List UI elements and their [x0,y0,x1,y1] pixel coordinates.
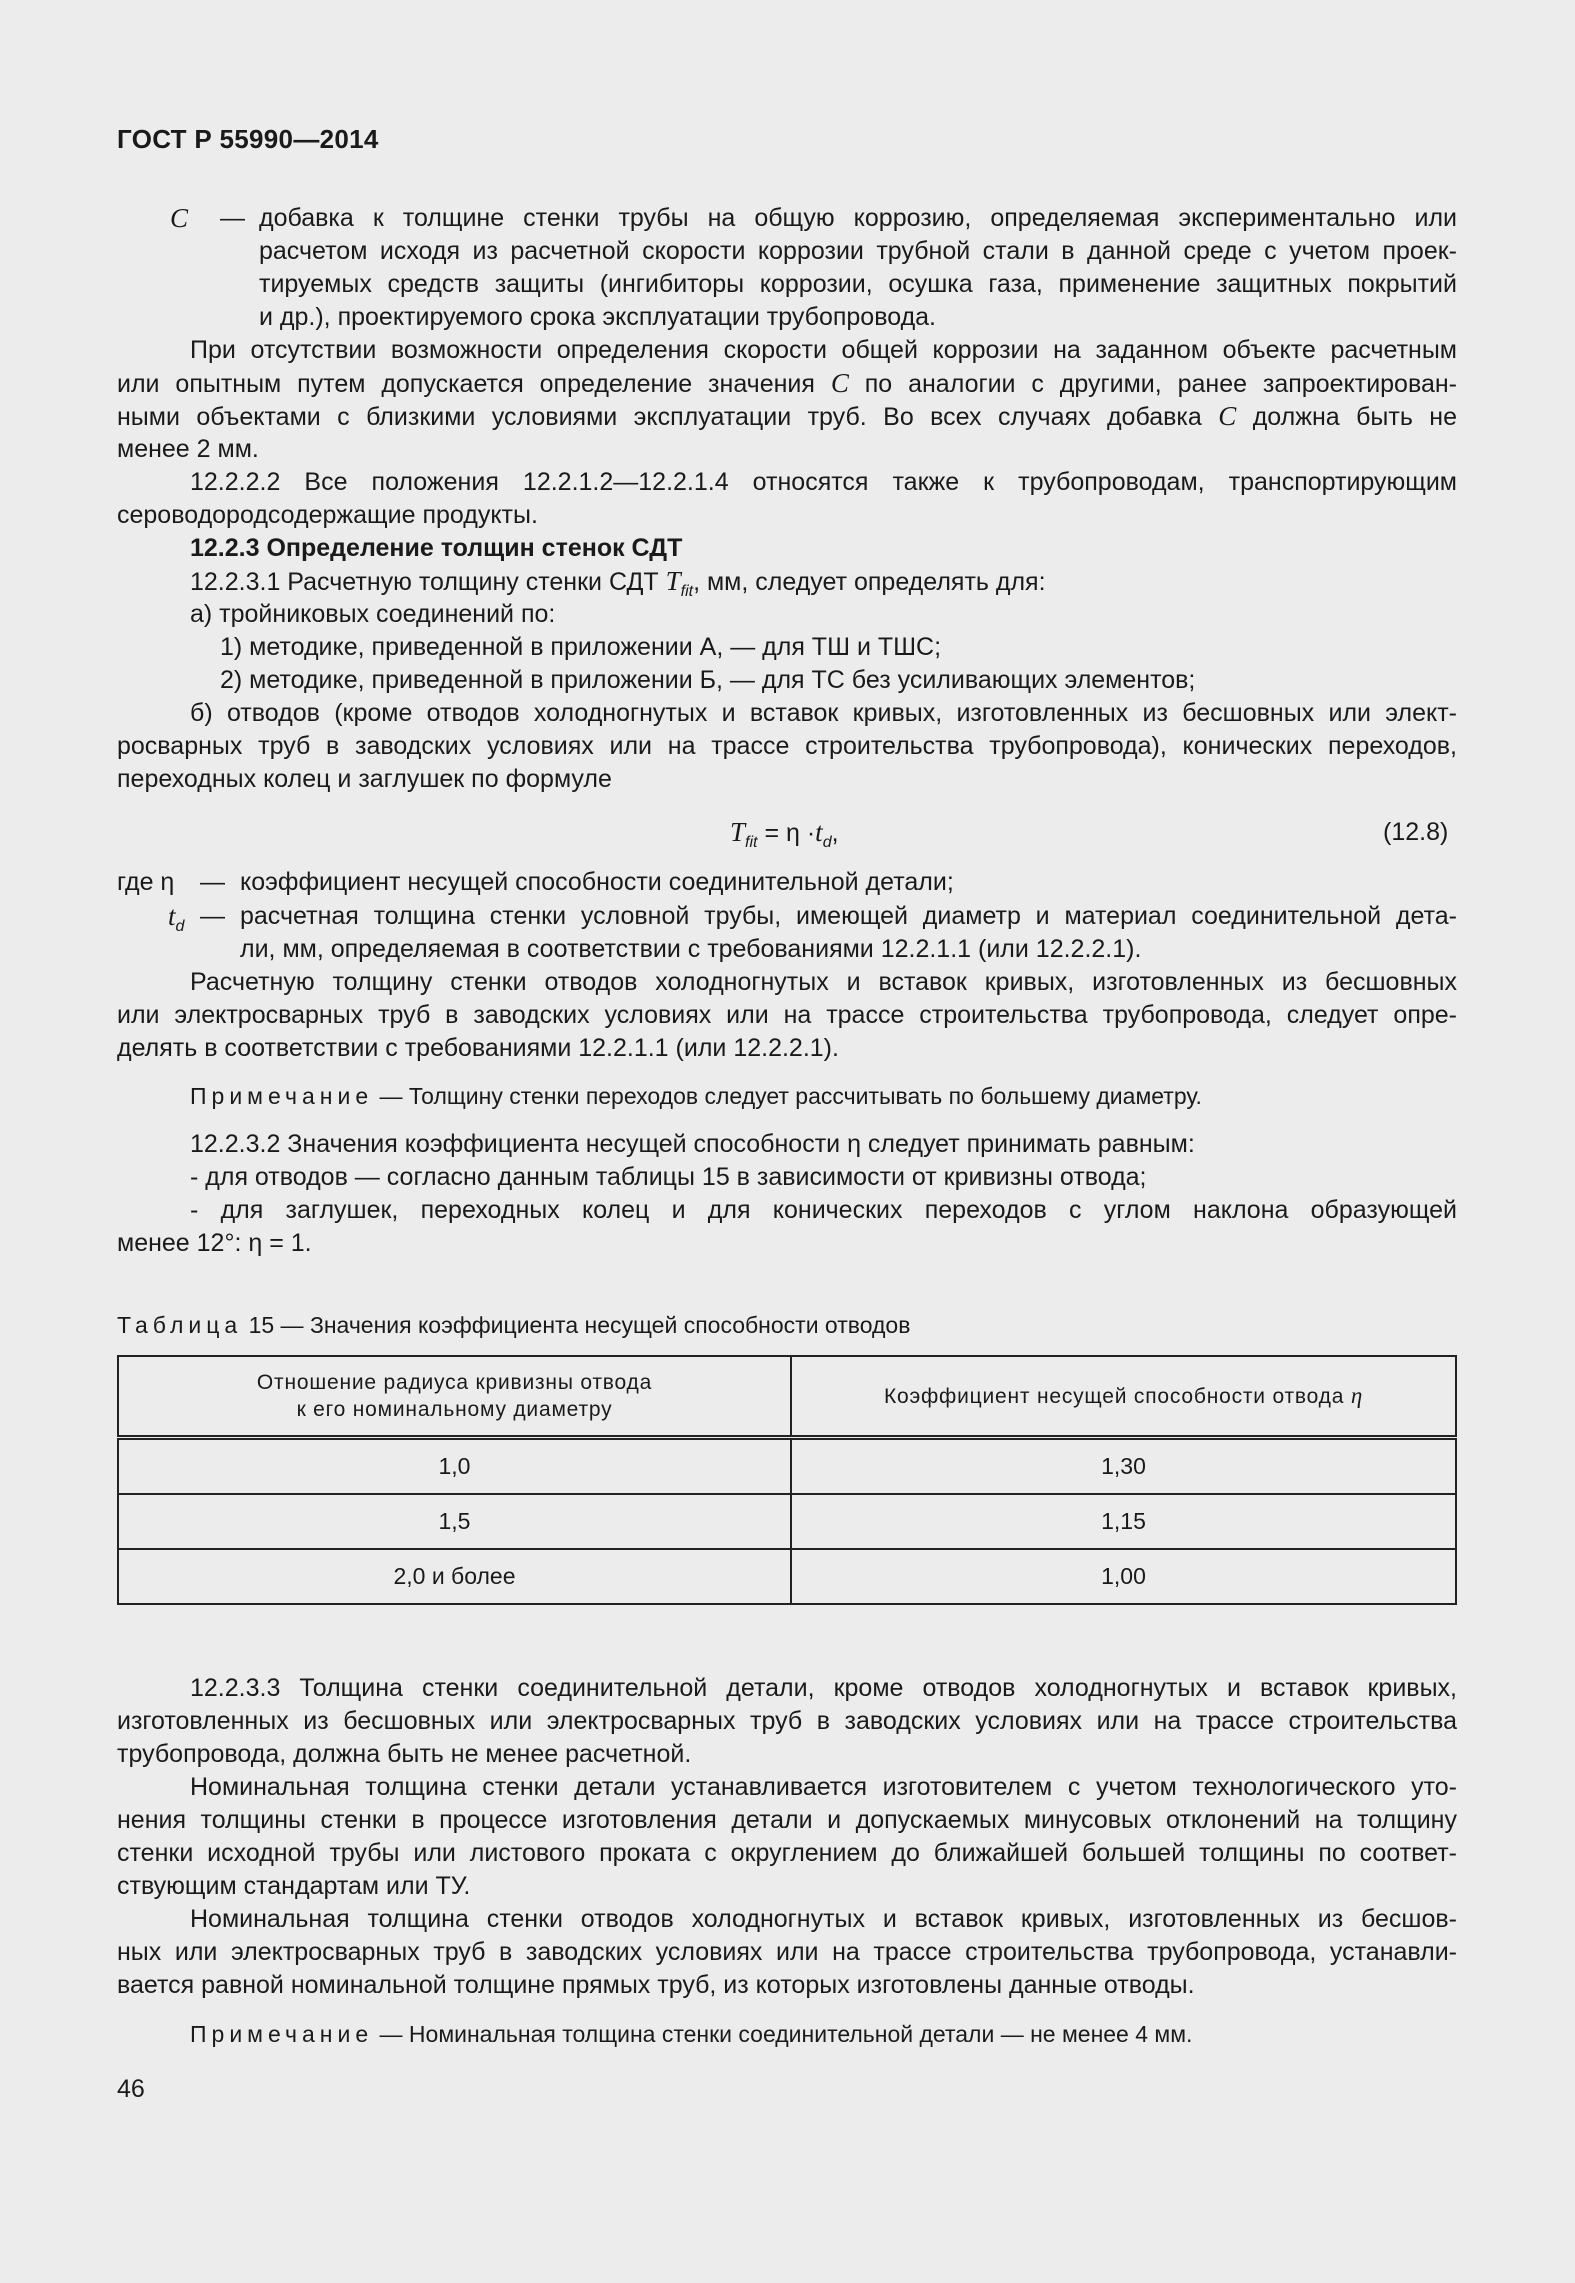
p12222-line-1: 12.2.2.2 Все положения 12.2.1.2—12.2.1.4 относятся также к трубопроводам, транспортирующим [190,468,1457,496]
document-header: ГОСТ Р 55990—2014 [117,124,379,154]
c-line-1: добавка к толщине стенки трубы на общую коррозию, определяемая экспериментально или [259,204,1457,232]
coefficient-table [117,1355,1457,1605]
table-cell-coef: 1,00 [791,1549,1456,1604]
c-line-2: расчетом исходя из расчетной скорости коррозии трубной стали в данной среде с учетом проек- [259,237,1457,265]
where-eta-desc: коэффициент несущей способности соединительной детали; [240,868,954,896]
table-cell-coef: 1,30 [791,1438,1456,1495]
c-line-3: тируемых средств защиты (ингибиторы коррозии, осушка газа, применение защитных покрытий [259,270,1457,298]
table-row [118,1549,1456,1604]
formula-number: (12.8) [1383,818,1449,846]
where-td-line-1: расчетная толщина стенки условной трубы, имеющей диаметр и материал соединительной дета- [240,902,1457,930]
page-number: 46 [117,2075,145,2103]
cold-line-3: делять в соответствии с требованиями 12.2.1.1 (или 12.2.2.1). [117,1034,839,1062]
list-item-a2: 2) методике, приведенной в приложении Б, — для ТС без усиливающих элементов; [220,666,1196,694]
table-header-coef: Коэффициент несущей способности отвода η [791,1356,1456,1438]
list-item-b-line-1: б) отводов (кроме отводов холодногнутых и вставок кривых, изготовленных из бесшовных или элект- [190,699,1457,727]
nominal2-line-1: Номинальная толщина стенки отводов холодногнутых и вставок кривых, изготовленных из бесшов- [190,1905,1457,1933]
table-caption: Таблица 15 — Значения коэффициента несущей способности отводов [117,1312,911,1338]
cold-line-2: или электросварных труб в заводских условиях или на трассе строительства трубопровода, следует опре- [117,1001,1457,1029]
p12222-line-2: сероводородсодержащие продукты. [117,501,538,529]
where-eta-dash: — [200,868,225,896]
section-heading-1223: 12.2.3 Определение толщин стенок СДТ [190,534,683,562]
p12231-line-1: 12.2.3.1 Расчетную толщину стенки СДТ $T_{fit}$, мм, следует определять для: [190,566,1046,600]
list-item-b-line-3: переходных колец и заглушек по формуле [117,765,612,793]
note-1: Примечание — Толщину стенки переходов следует рассчитывать по большему диаметру. [190,1083,1202,1109]
p12232-line-4: менее 12°: η = 1. [117,1229,312,1257]
p12232-line-2: - для отводов — согласно данным таблицы 15 в зависимости от кривизны отвода; [190,1163,1147,1191]
absence-line-4: менее 2 мм. [117,435,259,463]
absence-line-1: При отсутствии возможности определения скорости общей коррозии на заданном объекте расчетным [190,336,1457,364]
table-cell-ratio: 2,0 и более [118,1549,791,1604]
c-line-4: и др.), проектируемого срока эксплуатации трубопровода. [259,303,937,331]
p12232-line-3: - для заглушек, переходных колец и для конических переходов с углом наклона образующей [190,1196,1457,1224]
c-dash: — [220,204,245,232]
list-item-a1: 1) методике, приведенной в приложении А, — для ТШ и ТШС; [220,633,942,661]
p12233-line-2: изготовленных из бесшовных или электросварных труб в заводских условиях или на трассе строительства [117,1707,1457,1735]
nominal2-line-2: ных или электросварных труб в заводских условиях или на трассе строительства трубопровода, устанавли- [117,1938,1457,1966]
cold-line-1: Расчетную толщину стенки отводов холодногнутых и вставок кривых, изготовленных из бесшовных [190,968,1457,996]
p12233-line-1: 12.2.3.3 Толщина стенки соединительной детали, кроме отводов холодногнутых и вставок кривых, [190,1674,1457,1702]
note-2: Примечание — Номинальная толщина стенки соединительной детали — не менее 4 мм. [190,2021,1193,2047]
nominal-line-2: нения толщины стенки в процессе изготовления детали и допускаемых минусовых отклонений на толщину [117,1806,1457,1834]
nominal-line-3: стенки исходной трубы или листового проката с округлением до ближайшей большей толщины по соответ- [117,1839,1457,1867]
table-cell-ratio: 1,0 [118,1438,791,1495]
table-cell-ratio: 1,5 [118,1494,791,1549]
table-header-ratio: Отношение радиуса кривизны отвода к его номинальному диаметру [118,1356,791,1438]
p12232-line-1: 12.2.3.2 Значения коэффициента несущей способности η следует принимать равным: [190,1130,1195,1158]
list-item-a: а) тройниковых соединений по: [190,600,556,628]
where-td-line-2: ли, мм, определяемая в соответствии с требованиями 12.2.1.1 (или 12.2.2.1). [240,935,1142,963]
table-row [118,1494,1456,1549]
nominal2-line-3: вается равной номинальной толщине прямых труб, из которых изготовлены данные отводы. [117,1971,1195,1999]
table-header-row [118,1356,1456,1438]
absence-line-3: ными объектами с близкими условиями эксплуатации труб. Во всех случаях добавка C должна быть не [117,401,1458,431]
table-cell-coef: 1,15 [791,1494,1456,1549]
c-symbol: C [170,203,189,233]
where-td-dash: — [200,902,225,930]
nominal-line-1: Номинальная толщина стенки детали устанавливается изготовителем с учетом технологического уто- [190,1773,1457,1801]
p12233-line-3: трубопровода, должна быть не менее расчетной. [117,1740,692,1768]
where-eta-symbol: где η [117,868,175,896]
table-row [118,1438,1456,1495]
nominal-line-4: ствующим стандартам или ТУ. [117,1872,471,1900]
absence-line-2: или опытным путем допускается определение значения C по аналогии с другими, ранее запроектирован- [117,368,1457,398]
where-td-symbol: $t_d$ [168,901,185,935]
formula-12-8: $T_{fit} = \eta \cdot t_d$, [730,817,839,851]
list-item-b-line-2: росварных труб в заводских условиях или на трассе строительства трубопровода), конических переходов, [117,732,1457,760]
